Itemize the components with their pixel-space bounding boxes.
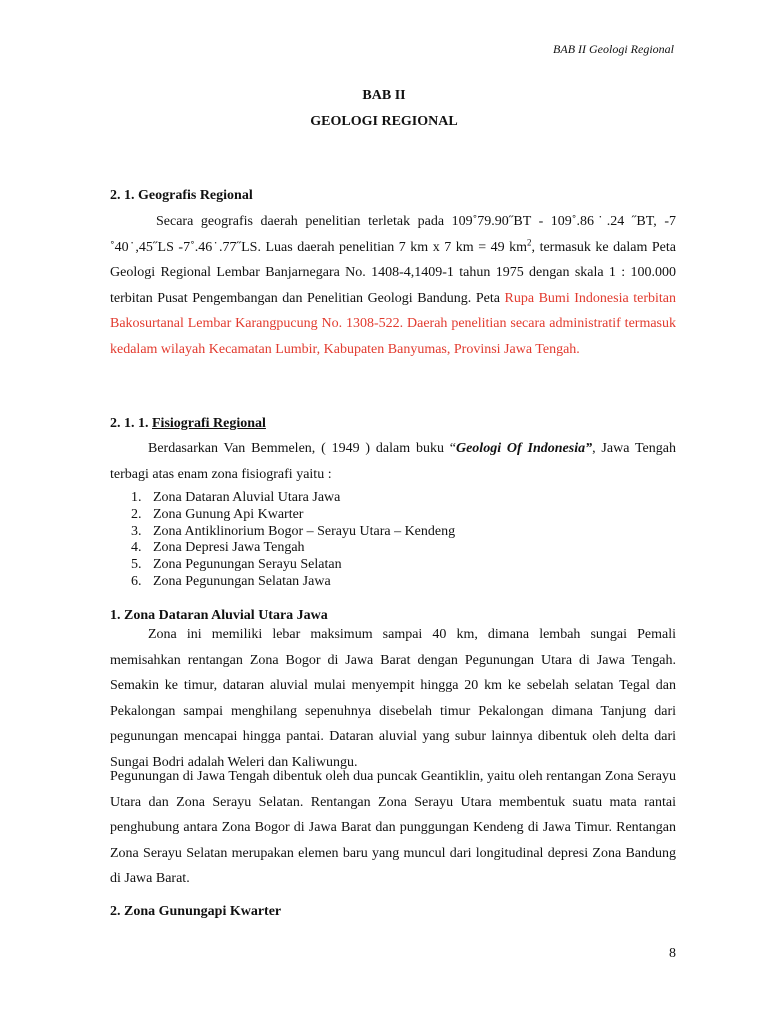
list-item: 3. Zona Antiklinorium Bogor – Serayu Utara – Kendeng [131,523,456,539]
book-title: Geologi Of Indonesia” [455,441,593,456]
list-item: 4. Zona Depresi Jawa Tengah [131,540,305,556]
running-header: BAB II Geologi Regional [553,42,674,56]
chapter-title: GEOLOGI REGIONAL [310,114,458,129]
chapter-number: BAB II [362,88,406,103]
zone-list [110,490,455,591]
intro-text-b: , Jawa Tengah terbagi atas enam zona fisiografi yaitu : [110,441,676,482]
paragraph-geografis [110,209,676,363]
km2-superscript: 2 [527,236,532,247]
geografis-text-a: Secara geografis daerah penelitian terletak pada 109˚79.90˝BT - 109˚.86˙.24 ˝BT, -7 ˚40˙,45˝LS -7˚.46˙.77˝LS. Luas daerah penelitian 7 km x 7 km = 49 km [110,214,676,255]
paragraph-fisiografi-intro [110,436,676,487]
fisiografi-heading-number: 2. 1. 1. [110,416,152,431]
section-heading-geografis: 2. 1. Geografis Regional [110,188,253,203]
page-number: 8 [669,946,676,961]
list-item: 5. Zona Pegunungan Serayu Selatan [131,557,342,573]
zone-1-heading: 1. Zona Dataran Aluvial Utara Jawa [110,608,328,623]
geografis-text-red: Rupa Bumi Indonesia terbitan Bakosurtanal Lembar Karangpucung No. 1308-522. Daerah penelitian secara administratif termasuk kedalam wilayah Kecamatan Lumbir, Kabupaten Banyumas, Provinsi Jawa Tengah. [110,290,676,357]
list-item: 1. Zona Dataran Aluvial Utara Jawa [131,490,341,505]
list-item: 6. Zona Pegunungan Selatan Jawa [131,573,331,589]
list-item: 2. Zona Gunung Api Kwarter [131,506,304,522]
fisiografi-heading-title: Fisiografi Regional [152,416,266,431]
zone-2-heading: 2. Zona Gunungapi Kwarter [110,904,282,919]
intro-text-a: Berdasarkan Van Bemmelen, ( 1949 ) dalam buku “ [148,441,456,456]
section-heading-fisiografi [110,416,266,432]
paragraph-zone-1: Zona ini memiliki lebar maksimum sampai 40 km, dimana lembah sungai Pemali memisahkan rentangan Zona Bogor di Jawa Barat dengan Pegunungan Utara di Jawa Tengah. Semakin ke timur, dataran aluvial mulai menyempit hingga 20 km ke sebelah selatan Tegal dan Pekalongan sampai menghilang sepenuhnya disebelah timur Pekalongan dimana Tanjung dari pegunungan mencapai hingga pantai. Dataran aluvial yang subur lainnya dibentuk oleh delta dari Sungai Bodri adalah Weleri dan Kaliwungu. [110,627,676,770]
paragraph-zone-1-pegunungan: Pegunungan di Jawa Tengah dibentuk oleh dua puncak Geantiklin, yaitu oleh rentangan Zona Serayu Utara dan Zona Serayu Selatan. Rentangan Zona Serayu Utara membentuk suatu mata rantai penghubung antara Zona Bogor di Jawa Barat dan punggungan Kendeng di Jawa Timur. Rentangan Zona Serayu Selatan merupakan elemen baru yang muncul dari longitudinal depresi Zona Bandung di Jawa Barat. [110,769,676,887]
geografis-text-b: , termasuk ke dalam Peta Geologi Regional Lembar Banjarnegara No. 1408-4,1409-1 tahun 1975 dengan skala 1 : 100.000 terbitan Pusat Pengembangan dan Penelitian Geologi Bandung. Peta [110,239,677,306]
